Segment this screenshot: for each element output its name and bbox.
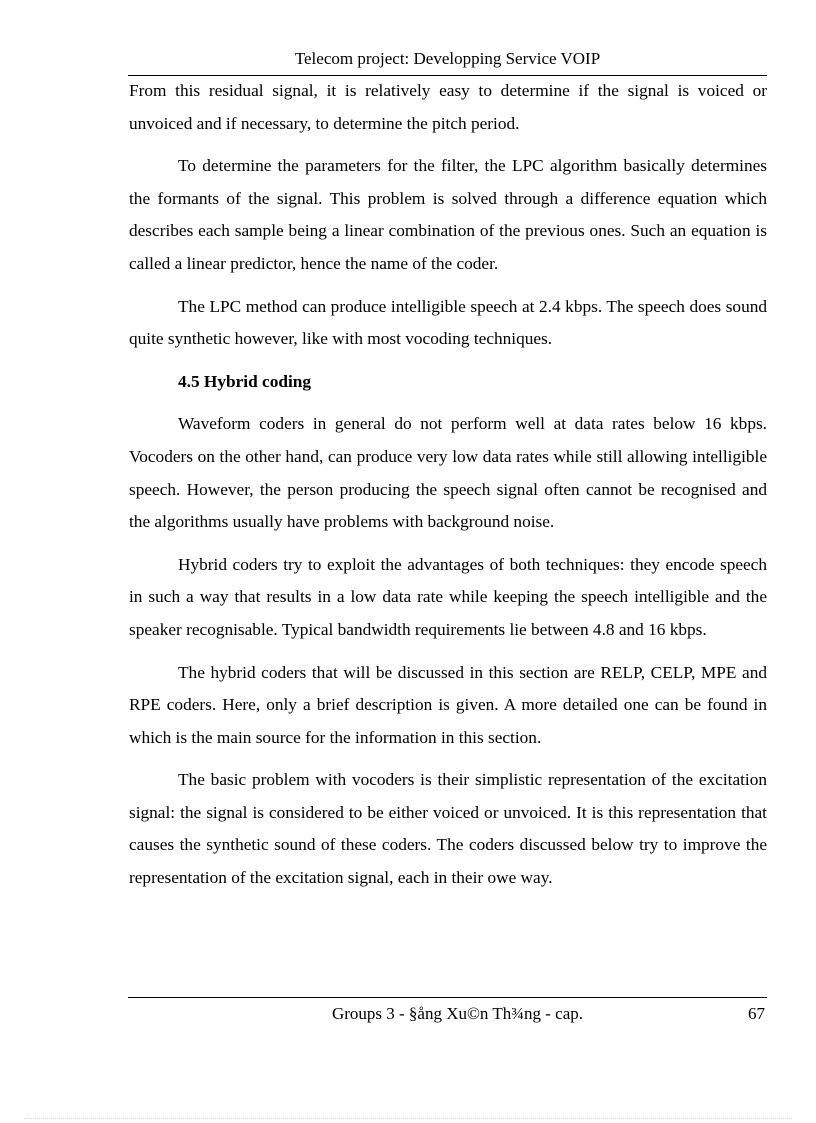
page-edge-divider (24, 1118, 792, 1119)
paragraph-lpc-method: The LPC method can produce intelligible speech at 2.4 kbps. The speech does sound quite synthetic however, like with most vocoding techniques. (129, 296, 767, 349)
paragraph-waveform-coders: Waveform coders in general do not perform well at data rates below 16 kbps. Vocoders on the other hand, can produce very low data rates while still allowing intelligible speech. However, the person producing the speech signal often cannot be recognised and the algorithms usually have problems with background noise. (129, 414, 767, 532)
footer-text: Groups 3 - §ång Xu©n Th¾ng - cap. (331, 1004, 584, 1023)
page-body (129, 75, 767, 905)
page-header: Telecom project: Developping Service VOIP (294, 49, 601, 68)
paragraph-coders-discussed: The hybrid coders that will be discussed in this section are RELP, CELP, MPE and RPE coders. Here, only a brief description is given. A more detailed one can be found in which is the main source for the information in this section. (129, 662, 767, 747)
paragraph-vocoder-problem: The basic problem with vocoders is their simplistic representation of the excitation signal: the signal is considered to be either voiced or unvoiced. It is this representation that causes the synthetic sound of these coders. The coders discussed below try to improve the representation of the excitation signal, each in their owe way. (129, 770, 767, 888)
page-footer (128, 1003, 767, 1025)
paragraph-residual-signal: From this residual signal, it is relatively easy to determine if the signal is voiced or unvoiced and if necessary, to determine the pitch period. (129, 81, 767, 133)
footer-rule (128, 997, 767, 998)
paragraph-hybrid-coders: Hybrid coders try to exploit the advantages of both techniques: they encode speech in such a way that results in a low data rate while keeping the speech intelligible and the speaker recognisable. Typical bandwidth requirements lie between 4.8 and 16 kbps. (129, 554, 767, 639)
page-number: 67 (748, 1004, 765, 1023)
paragraph-lpc-parameters: To determine the parameters for the filter, the LPC algorithm basically determines the formants of the signal. This problem is solved through a difference equation which describes each sample being a linear combination of the previous ones. Such an equation is called a linear predictor, hence the name of the coder. (129, 156, 767, 273)
section-heading: 4.5 Hybrid coding (178, 371, 311, 391)
